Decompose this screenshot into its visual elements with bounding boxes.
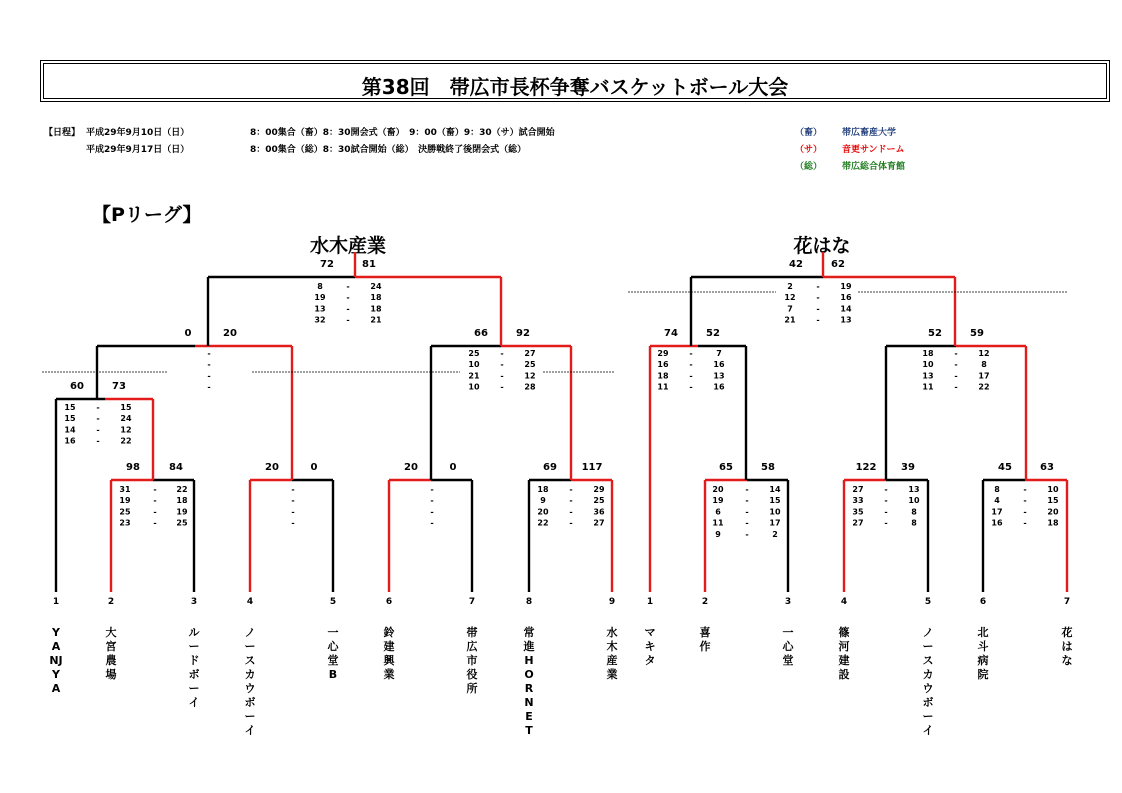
L-r1-4v5-q1-dash: - [291, 485, 295, 494]
R-r1-4v5-q3-dash: - [884, 507, 888, 517]
R-r1-2v3-q3-dash: - [745, 507, 749, 517]
schedule-label: 【日程】 [44, 128, 81, 138]
R-final-q3-dash: - [816, 304, 820, 314]
L-sf2-q4-a: 10 [468, 382, 480, 392]
R-r1-2v3-q4-b: 17 [769, 518, 781, 528]
L-sf2-q4-dash: - [500, 382, 504, 392]
L-r1-2v3-q1-a: 31 [119, 485, 131, 494]
R-r1-6v7-q3-b: 20 [1047, 507, 1059, 517]
R-r1-6v7-q4-b: 18 [1047, 518, 1059, 528]
L-r1-2v3-q2-a: 19 [119, 496, 131, 506]
L-r1-4v5-q2-dash: - [291, 496, 295, 506]
R-r1-2v3-q5-a: 9 [715, 529, 721, 539]
R-sf1-score-a: 74 [664, 328, 678, 339]
team-number-right-3: 3 [784, 597, 792, 607]
schedule-detail-2: 8：00集合（総）8：30試合開始（総） 決勝戦終了後閉会式（総） [250, 145, 527, 155]
R-r1-6v7-q1-a: 8 [994, 485, 1000, 494]
R-r1-4v5-score-a: 122 [855, 462, 877, 473]
L-r2-1vW-q1-dash: - [96, 403, 100, 412]
R-sf1-q4-a: 11 [657, 382, 669, 392]
L-r2-1vW-q3-b: 12 [120, 425, 132, 435]
team-number-right-1: 1 [646, 597, 654, 607]
R-r1-4v5-q1-b: 13 [908, 485, 920, 494]
L-r1-6v7-q3-dash: - [430, 507, 434, 517]
R-sf2-score-b: 59 [970, 328, 984, 339]
team-name-left-2: 大宮農場 [105, 626, 117, 681]
team-name-right-1: マキタ [644, 626, 656, 667]
R-r1-6v7-q3-dash: - [1023, 507, 1027, 517]
R-r1-4v5-q4-a: 27 [852, 518, 864, 528]
L-final-q2-a: 19 [314, 293, 326, 303]
L-final-q2-dash: - [346, 293, 350, 303]
L-r2-1vW-score-b: 73 [112, 381, 126, 392]
champion-left: 水木産業 [309, 235, 387, 257]
R-r1-4v5-q1-dash: - [884, 485, 888, 494]
L-r1-8v9-q3-dash: - [569, 507, 573, 517]
R-r1-2v3-q2-b: 15 [769, 496, 781, 506]
L-r1-8v9-q2-dash: - [569, 496, 573, 506]
R-r1-2v3-score-b: 58 [761, 462, 775, 473]
L-r2-1vW-score-a: 60 [70, 381, 84, 392]
R-r1-6v7-q4-dash: - [1023, 518, 1027, 528]
R-r1-6v7-score-a: 45 [998, 462, 1012, 473]
L-sf1-q2-dash: - [207, 360, 211, 370]
L-r1-2v3-q1-dash: - [153, 485, 157, 494]
R-final-q1-dash: - [816, 282, 820, 291]
team-name-left-6: 鈴建興業 [383, 626, 395, 681]
league-title: 【Pリーグ】 [92, 204, 202, 226]
R-r1-2v3-q2-a: 19 [712, 496, 724, 506]
L-final-q1-b: 24 [370, 282, 382, 291]
R-final-q2-b: 16 [840, 293, 852, 303]
R-r1-4v5-q4-b: 8 [911, 518, 917, 528]
R-sf2-q4-a: 11 [922, 382, 934, 392]
R-r1-6v7-q2-dash: - [1023, 496, 1027, 506]
R-r1-2v3-q2-dash: - [745, 496, 749, 506]
R-r1-2v3-q1-b: 14 [769, 485, 781, 494]
team-name-left-1: YANJYA [49, 626, 63, 695]
R-final-score-b: 62 [831, 259, 845, 270]
L-r1-4v5-score-b: 0 [310, 462, 318, 473]
L-r1-2v3-q1-b: 22 [176, 485, 188, 494]
team-number-left-8: 8 [525, 597, 533, 607]
team-name-right-7: 花はな [1061, 626, 1073, 667]
L-sf2-score-b: 92 [516, 328, 530, 339]
L-r2-1vW-q2-b: 24 [120, 414, 132, 424]
R-sf2-q2-dash: - [954, 360, 958, 370]
R-r1-2v3-q3-a: 6 [715, 507, 721, 517]
team-name-left-9: 水木産業 [606, 626, 618, 681]
L-r2-1vW-q3-a: 14 [64, 425, 76, 435]
page-title: 第38回 帯広市長杯争奪バスケットボール大会 [361, 75, 789, 99]
L-final-q3-a: 13 [314, 304, 326, 314]
schedule-date-2: 平成29年9月17日（日） [86, 145, 190, 155]
L-sf2-q3-b: 12 [524, 371, 536, 381]
R-sf2-q4-dash: - [954, 382, 958, 392]
L-r2-1vW-q1-b: 15 [120, 403, 132, 412]
R-r1-4v5-q2-b: 10 [908, 496, 920, 506]
L-sf2-q2-dash: - [500, 360, 504, 370]
L-r1-2v3-q2-dash: - [153, 496, 157, 506]
team-number-right-6: 6 [979, 597, 987, 607]
L-sf2-q1-a: 25 [468, 349, 480, 358]
L-r1-8v9-q4-b: 27 [593, 518, 605, 528]
L-final-q3-dash: - [346, 304, 350, 314]
team-name-right-6: 北斗病院 [977, 626, 989, 681]
R-final-q3-b: 14 [840, 304, 852, 314]
R-sf1-q4-b: 16 [713, 382, 725, 392]
L-r1-4v5-q4-dash: - [291, 518, 295, 528]
R-r1-4v5-q1-a: 27 [852, 485, 864, 494]
venue-code-3: （総） [795, 162, 823, 172]
R-r1-2v3-q5-dash: - [745, 529, 749, 539]
team-number-left-3: 3 [190, 597, 198, 607]
venue-name-1: 帯広畜産大学 [842, 128, 897, 138]
R-sf1-q2-b: 16 [713, 360, 725, 370]
L-sf2-q4-b: 28 [524, 382, 536, 392]
R-sf1-q1-a: 29 [657, 349, 669, 358]
L-r1-8v9-score-a: 69 [543, 462, 557, 473]
R-sf2-q2-a: 10 [922, 360, 934, 370]
venue-code-2: （サ） [795, 145, 823, 155]
L-r1-4v5-q3-dash: - [291, 507, 295, 517]
L-r1-8v9-q1-dash: - [569, 485, 573, 494]
R-sf1-q3-b: 13 [713, 371, 725, 381]
L-r1-8v9-q2-b: 25 [593, 496, 605, 506]
L-sf2-q2-b: 25 [524, 360, 536, 370]
L-r2-1vW-q4-b: 22 [120, 436, 132, 446]
L-r2-1vW-q2-a: 15 [64, 414, 76, 424]
team-name-right-3: 一心堂 [782, 626, 794, 667]
L-r2-1vW-q4-a: 16 [64, 436, 76, 446]
team-name-right-4: 篠河建設 [838, 626, 850, 681]
team-name-left-7: 帯広市役所 [466, 626, 478, 695]
R-r1-2v3-q1-a: 20 [712, 485, 724, 494]
L-sf2-score-a: 66 [474, 328, 488, 339]
team-number-left-2: 2 [107, 597, 115, 607]
L-r1-2v3-q4-b: 25 [176, 518, 188, 528]
venue-name-2: 音更サンドーム [842, 145, 905, 155]
R-r1-6v7-q2-b: 15 [1047, 496, 1059, 506]
R-sf1-q2-a: 16 [657, 360, 669, 370]
schedule-detail-1: 8：00集合（畜）8：30開会式（畜） 9：00（畜）9：30（サ）試合開始 [250, 128, 555, 138]
R-r1-4v5-score-b: 39 [901, 462, 915, 473]
L-r1-2v3-q3-dash: - [153, 507, 157, 517]
L-r1-8v9-q3-a: 20 [537, 507, 549, 517]
R-r1-4v5-q2-a: 33 [852, 496, 864, 506]
team-name-right-2: 喜作 [699, 626, 711, 653]
L-final-score-b: 81 [362, 259, 376, 270]
L-r1-6v7-q2-dash: - [430, 496, 434, 506]
R-r1-4v5-q2-dash: - [884, 496, 888, 506]
venue-code-1: （畜） [795, 128, 823, 138]
L-r1-6v7-score-b: 0 [449, 462, 457, 473]
team-number-left-9: 9 [608, 597, 616, 607]
R-sf1-q4-dash: - [689, 382, 693, 392]
R-final-q4-dash: - [816, 315, 820, 325]
L-r1-4v5-score-a: 20 [265, 462, 279, 473]
R-sf2-q3-a: 13 [922, 371, 934, 381]
R-r1-6v7-q1-dash: - [1023, 485, 1027, 494]
team-name-right-5: ノースカウボーイ [922, 626, 934, 737]
team-name-left-3: ルードボーイ [188, 626, 200, 709]
L-final-q4-b: 21 [370, 315, 382, 325]
L-final-q1-a: 8 [317, 282, 323, 291]
R-r1-2v3-q1-dash: - [745, 485, 749, 494]
R-final-q2-dash: - [816, 293, 820, 303]
L-r1-6v7-q4-dash: - [430, 518, 434, 528]
L-r2-1vW-q3-dash: - [96, 425, 100, 435]
R-r1-4v5-q4-dash: - [884, 518, 888, 528]
R-final-q3-a: 7 [787, 304, 793, 314]
R-sf1-score-b: 52 [706, 328, 720, 339]
team-number-right-2: 2 [701, 597, 709, 607]
R-r1-6v7-q3-a: 17 [991, 507, 1003, 517]
R-final-score-a: 42 [789, 259, 803, 270]
L-r2-1vW-q1-a: 15 [64, 403, 76, 412]
L-r1-8v9-q3-b: 36 [593, 507, 605, 517]
L-r1-8v9-q4-dash: - [569, 518, 573, 528]
team-number-left-4: 4 [246, 597, 254, 607]
R-r1-6v7-q1-b: 10 [1047, 485, 1059, 494]
L-sf1-score-b: 20 [223, 328, 237, 339]
L-r1-2v3-q3-b: 19 [176, 507, 188, 517]
R-r1-6v7-q4-a: 16 [991, 518, 1003, 528]
L-final-q3-b: 18 [370, 304, 382, 314]
L-r2-1vW-q2-dash: - [96, 414, 100, 424]
team-name-left-8: 常進HORNET [523, 626, 535, 737]
L-r1-2v3-q4-a: 23 [119, 518, 131, 528]
team-number-right-4: 4 [840, 597, 848, 607]
R-sf1-q3-a: 18 [657, 371, 669, 381]
team-number-left-7: 7 [468, 597, 476, 607]
R-r1-6v7-q2-a: 4 [994, 496, 1000, 506]
R-sf1-q1-dash: - [689, 349, 693, 358]
R-final-q1-a: 2 [787, 282, 793, 291]
L-r2-1vW-q4-dash: - [96, 436, 100, 446]
L-sf2-q3-a: 21 [468, 371, 480, 381]
L-r1-8v9-q1-b: 29 [593, 485, 605, 494]
R-sf1-q1-b: 7 [716, 349, 722, 358]
R-r1-4v5-q3-a: 35 [852, 507, 864, 517]
L-final-score-a: 72 [320, 259, 334, 270]
L-r1-6v7-score-a: 20 [404, 462, 418, 473]
R-sf2-q4-b: 22 [978, 382, 990, 392]
L-r1-6v7-q1-dash: - [430, 485, 434, 494]
R-sf2-score-a: 52 [928, 328, 942, 339]
team-name-left-5: 一心堂B [327, 626, 339, 681]
L-r1-2v3-q4-dash: - [153, 518, 157, 528]
R-sf2-q3-b: 17 [978, 371, 990, 381]
R-sf1-q2-dash: - [689, 360, 693, 370]
L-final-q4-a: 32 [314, 315, 326, 325]
team-name-left-4: ノースカウボーイ [244, 626, 256, 737]
L-sf2-q1-dash: - [500, 349, 504, 358]
team-number-left-1: 1 [52, 597, 60, 607]
team-number-left-6: 6 [385, 597, 393, 607]
L-sf1-score-a: 0 [184, 328, 192, 339]
R-r1-4v5-q3-b: 8 [911, 507, 917, 517]
L-r1-2v3-q3-a: 25 [119, 507, 131, 517]
L-r1-2v3-score-b: 84 [169, 462, 183, 473]
R-sf2-q2-b: 8 [981, 360, 987, 370]
team-number-right-5: 5 [924, 597, 932, 607]
R-r1-2v3-q5-b: 2 [772, 529, 778, 539]
R-sf2-q1-b: 12 [978, 349, 990, 358]
R-r1-2v3-q4-dash: - [745, 518, 749, 528]
R-final-q1-b: 19 [840, 282, 852, 291]
L-sf2-q1-b: 27 [524, 349, 536, 358]
R-final-q4-a: 21 [784, 315, 796, 325]
L-r1-8v9-q1-a: 18 [537, 485, 549, 494]
R-sf2-q3-dash: - [954, 371, 958, 381]
L-r1-8v9-q2-a: 9 [540, 496, 546, 506]
R-r1-2v3-q4-a: 11 [712, 518, 724, 528]
R-sf1-q3-dash: - [689, 371, 693, 381]
champion-right: 花はな [793, 235, 851, 257]
L-final-q4-dash: - [346, 315, 350, 325]
L-r1-8v9-q4-a: 22 [537, 518, 549, 528]
L-sf2-q2-a: 10 [468, 360, 480, 370]
R-r1-6v7-score-b: 63 [1040, 462, 1054, 473]
venue-name-3: 帯広総合体育館 [842, 162, 906, 172]
L-r1-8v9-score-b: 117 [581, 462, 603, 473]
R-final-q4-b: 13 [840, 315, 852, 325]
R-sf2-q1-a: 18 [922, 349, 934, 358]
R-r1-2v3-q3-b: 10 [769, 507, 781, 517]
R-sf2-q1-dash: - [954, 349, 958, 358]
L-r1-2v3-score-a: 98 [126, 462, 140, 473]
team-number-right-7: 7 [1063, 597, 1071, 607]
L-final-q1-dash: - [346, 282, 350, 291]
R-final-q2-a: 12 [784, 293, 796, 303]
L-sf1-q3-dash: - [207, 371, 211, 381]
team-number-left-5: 5 [329, 597, 337, 607]
L-r1-2v3-q2-b: 18 [176, 496, 188, 506]
L-sf2-q3-dash: - [500, 371, 504, 381]
schedule-date-1: 平成29年9月10日（日） [86, 128, 190, 138]
R-r1-2v3-score-a: 65 [719, 462, 733, 473]
L-sf1-q4-dash: - [207, 382, 211, 392]
L-sf1-q1-dash: - [207, 349, 211, 358]
L-final-q2-b: 18 [370, 293, 382, 303]
